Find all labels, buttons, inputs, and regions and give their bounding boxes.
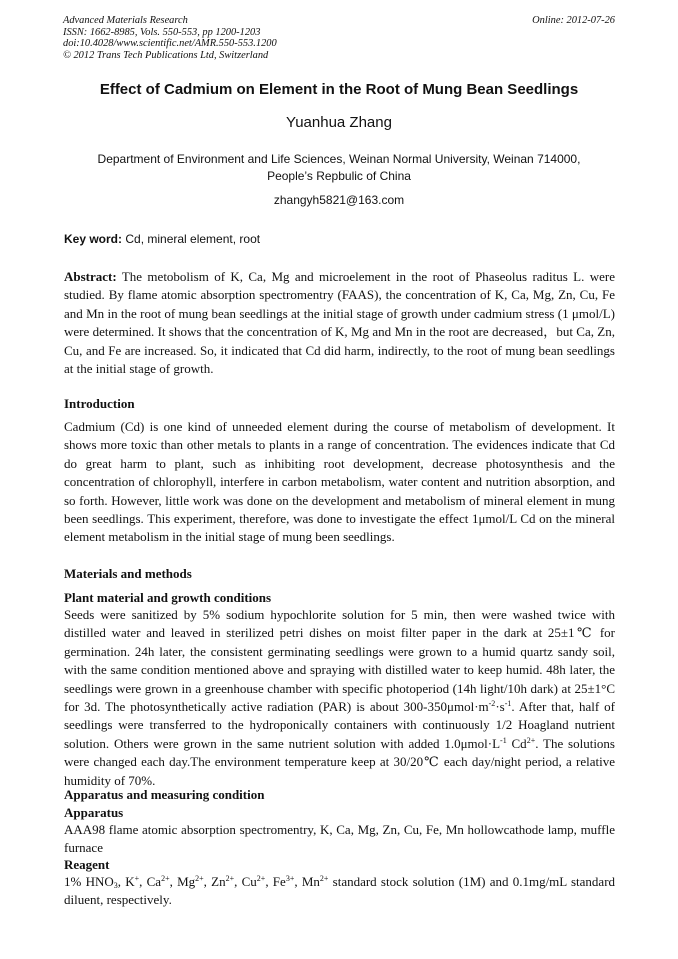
text-run: , Cu <box>234 874 257 889</box>
text-run: , K <box>117 874 135 889</box>
paper-title: Effect of Cadmium on Element in the Root of Mung Bean Seedlings <box>99 81 579 98</box>
text-run: ·s <box>495 699 505 715</box>
journal-header <box>63 15 277 61</box>
plant-material-body <box>64 606 615 790</box>
text-run: , Zn <box>203 874 226 889</box>
sup: -1 <box>500 735 507 745</box>
plant-material-heading: Plant material and growth conditions <box>64 590 272 605</box>
abstract-label: Abstract: <box>64 269 117 284</box>
sup: 2+ <box>225 874 235 883</box>
affiliation-line-2: People’s Repbulic of China <box>267 169 411 183</box>
keywords-label: Key word: <box>64 232 123 246</box>
text-run: Cd <box>506 735 527 751</box>
plant-text-1: Seeds were sanitized by 5% sodium hypochlorite solution for 5 min, then were washed twice with distilled water and leaved in sterilized petri dishes on moist filter paper in the dark at 25±1℃ for germination. 24h later, the consistent germinating seedlings were grown to a humid quartz sandy soil, with the same condition mentioned above and spraying with distilled water to keep humid. 48h later, the seedlings were grown in a greenhouse chamber with specific photoperiod (14h light/10h dark) at 25±1°C for 3d. The photosynthetically active radiation (PAR) is about 300-350μmol·m <box>64 607 615 715</box>
plant-text-3: . The solutions were changed each day.The environment temperature keep at 30/20℃ each day/night period, a relative humidity of 70%. <box>64 735 615 788</box>
reagent-heading: Reagent <box>64 857 110 872</box>
sup: 2+ <box>256 874 266 883</box>
online-date: Online: 2012-07-26 <box>532 15 615 26</box>
apparatus-heading: Apparatus and measuring condition <box>64 787 265 802</box>
apparatus-text: AAA98 flame atomic absorption spectromentry, K, Ca, Mg, Zn, Cu, Fe, Mn hollowcathode lamp, muffle furnace <box>64 822 615 856</box>
doi-line: doi:10.4028/www.scientific.net/AMR.550-553.1200 <box>63 38 277 49</box>
affiliation-line-1: Department of Environment and Life Sciences, Weinan Normal University, Weinan 714000, <box>97 152 581 166</box>
abstract-text: The metobolism of K, Ca, Mg and microelement in the root of Phaseolus raditus L. were studied. By flame atomic absorption spectromentry (FAAS), the concentration of K, Ca, Mg, Zn, Cu, Fe and Mn in the root of mung bean seedlings at the initial stage of growth under cadmium stress (1 μmol/L) were determined. It shows that the concentration of K, Mg and Mn in the root are decreased，but Ca, Zn, Cu, and Fe are increased. So, it indicated that Cd did harm, indirectly, to the root of mung bean seedlings at the initial stage of growth. <box>64 269 616 377</box>
apparatus-body <box>64 821 615 858</box>
author-email: zhangyh5821@163.com <box>273 193 405 207</box>
sup: 3+ <box>285 874 295 883</box>
sup: 2+ <box>161 874 170 883</box>
sub: 3 <box>113 881 118 890</box>
sup: 2+ <box>319 874 329 883</box>
materials-heading: Materials and methods <box>64 566 192 581</box>
apparatus-subheading: Apparatus <box>64 805 124 820</box>
text-run: , Fe <box>265 874 286 889</box>
keywords <box>64 232 616 246</box>
introduction-heading: Introduction <box>64 396 135 411</box>
author-name: Yuanhua Zhang <box>286 114 392 131</box>
copyright-line: © 2012 Trans Tech Publications Ltd, Switzerland <box>63 49 269 61</box>
text-run: , Mg <box>169 874 196 889</box>
sup: -1 <box>504 699 512 709</box>
sup: 2+ <box>526 735 536 745</box>
keywords-text: Cd, mineral element, root <box>125 232 261 246</box>
introduction-text: Cadmium (Cd) is one kind of unneeded element during the course of metabolism of development. It shows more toxic than other metals to plants in a range of concentration. The evidences indicate that Cd do great harm to plant, such as inhibiting root development, decrease photosynthesis and the concentration of chlorophyll, interfere in carbon metabolism, water content and nutrition absorption, and so forth. However, little work was done on the development and metabolism of mineral element in mung been seedlings. This experiment, therefore, was done to investigate the effect 1μmol/L Cd on the mineral element metabolism in the initial stage of mung been seedlings. <box>64 419 615 545</box>
affiliation <box>40 151 638 185</box>
abstract <box>64 268 615 378</box>
sup: + <box>134 874 140 883</box>
introduction-body <box>64 418 615 547</box>
sup: -2 <box>488 699 496 709</box>
text-run: , Mn <box>294 874 320 889</box>
text-run: , Ca <box>139 874 162 889</box>
text-run: standard stock solution (1M) and 0.1mg/mL standard diluent, respectively. <box>64 874 616 908</box>
journal-name: Advanced Materials Research <box>63 15 188 26</box>
reagent-body <box>64 873 615 910</box>
plant-text-2: . After that, half of seedlings were transferred to the hydroponically containers with continuously 1/2 Hoagland nutrient solution. Others were grown in the same nutrient solution with added 1.0μmol·L <box>64 699 615 751</box>
sup: 2+ <box>195 874 204 883</box>
text-run: 1% HNO <box>64 874 114 889</box>
issn-line: ISSN: 1662-8985, Vols. 550-553, pp 1200-1203 <box>63 26 261 38</box>
